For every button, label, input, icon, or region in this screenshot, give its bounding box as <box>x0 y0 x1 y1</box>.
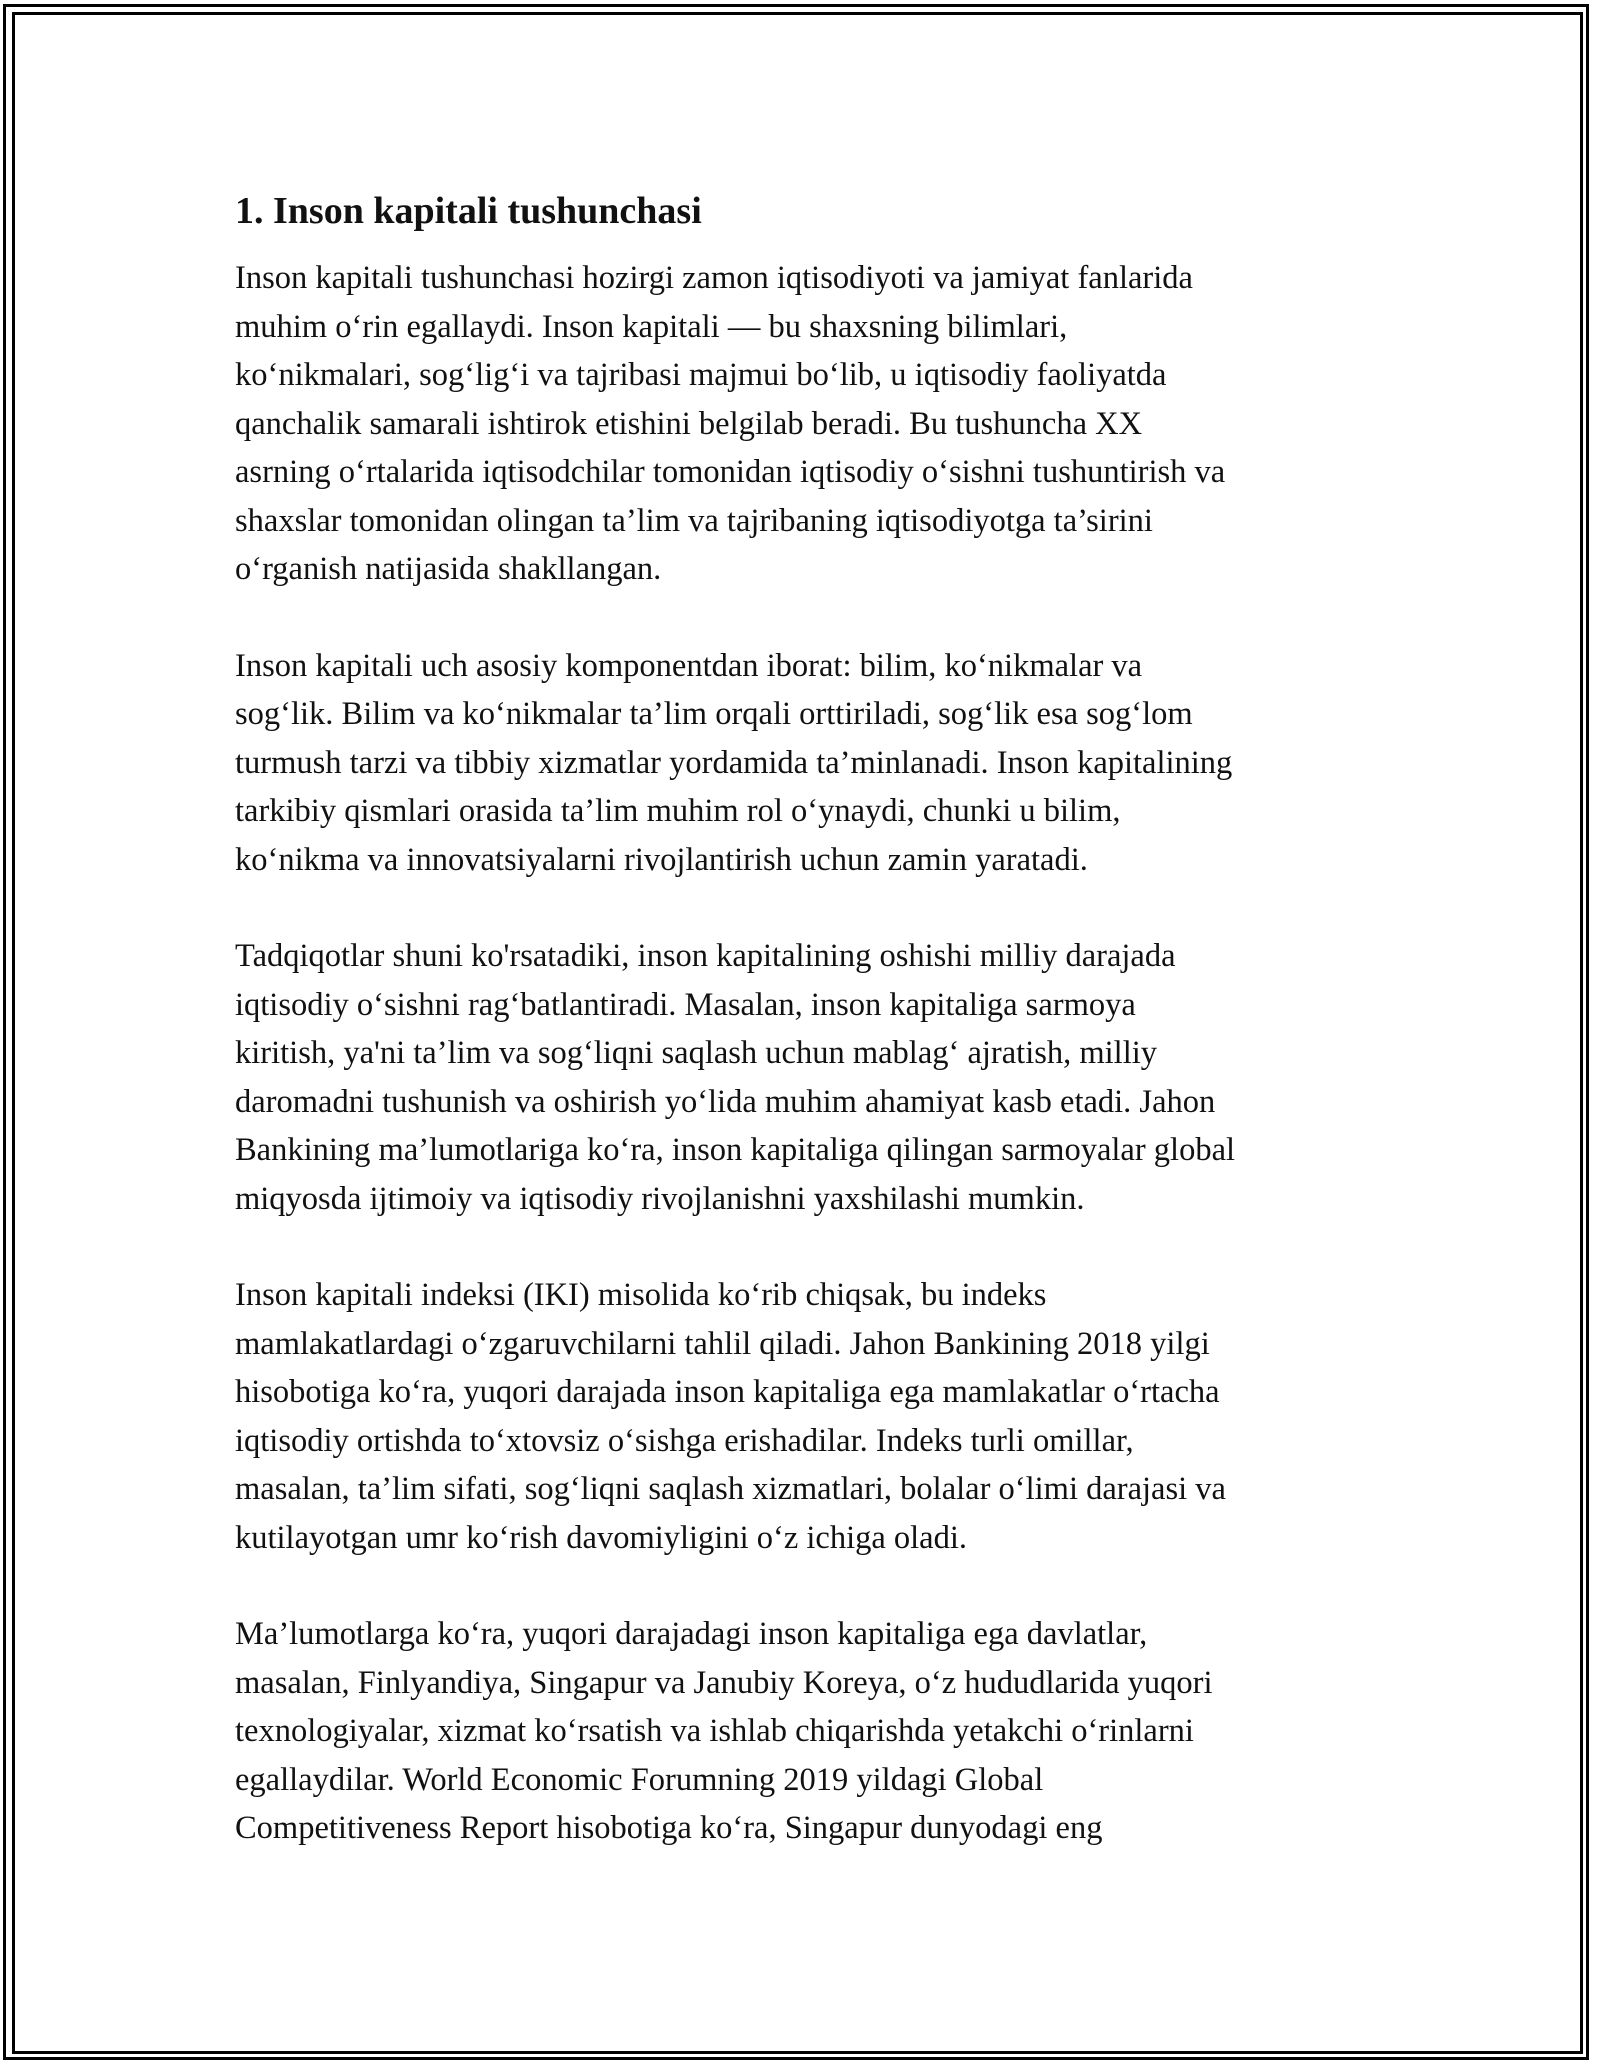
paragraph <box>235 642 1375 885</box>
text-line: miqyosda ijtimoiy va iqtisodiy rivojlanishni yaxshilashi mumkin. <box>235 1180 1085 1217</box>
text-line: kutilayotgan umr ko‘rish davomiyligini o‘z ichiga oladi. <box>235 1519 968 1556</box>
text-line: Inson kapitali uch asosiy komponentdan iborat: bilim, ko‘nikmalar va <box>235 647 1143 684</box>
text-line: sog‘lik. Bilim va ko‘nikmalar ta’lim orqali orttiriladi, sog‘lik esa sog‘lom <box>235 696 1193 732</box>
paragraph <box>235 1271 1375 1562</box>
paragraph <box>235 932 1375 1223</box>
text-line: ko‘nikmalari, sog‘lig‘i va tajribasi majmui bo‘lib, u iqtisodiy faoliyatda <box>235 357 1167 393</box>
text-line: Ma’lumotlarga ko‘ra, yuqori darajadagi inson kapitaliga ega davlatlar, <box>235 1616 1148 1652</box>
text-line: kiritish, ya'ni ta’lim va sog‘liqni saqlash uchun mablag‘ ajratish, milliy <box>235 1035 1158 1071</box>
paragraph <box>235 1610 1375 1853</box>
text-line: masalan, Finlyandiya, Singapur va Janubiy Koreya, o‘z hududlarida yuqori <box>235 1664 1213 1701</box>
text-line: Tadqiqotlar shuni ko'rsatadiki, inson kapitalining oshishi milliy darajada <box>235 938 1176 974</box>
text-line: Competitiveness Report hisobotiga ko‘ra, Singapur dunyodagi eng <box>235 1810 1103 1846</box>
text-line: mamlakatlardagi o‘zgaruvchilarni tahlil qiladi. Jahon Bankining 2018 yilgi <box>235 1325 1210 1362</box>
text-line: turmush tarzi va tibbiy xizmatlar yordamida ta’minlanadi. Inson kapitalining <box>235 744 1233 781</box>
text-line: o‘rganish natijasida shakllangan. <box>235 551 662 587</box>
text-line: qanchalik samarali ishtirok etishini belgilab beradi. Bu tushuncha XX <box>235 405 1143 442</box>
text-line: muhim o‘rin egallaydi. Inson kapitali — bu shaxsning bilimlari, <box>235 308 1068 345</box>
text-line: iqtisodiy ortishda to‘xtovsiz o‘sishga erishadilar. Indeks turli omillar, <box>235 1422 1134 1459</box>
text-line: ko‘nikma va innovatsiyalarni rivojlantirish uchun zamin yaratadi. <box>235 841 1088 878</box>
paragraph <box>235 254 1375 594</box>
text-line: hisobotiga ko‘ra, yuqori darajada inson kapitaliga ega mamlakatlar o‘rtacha <box>235 1374 1220 1410</box>
text-line: texnologiyalar, xizmat ko‘rsatish va ishlab chiqarishda yetakchi o‘rinlarni <box>235 1713 1194 1749</box>
section-heading: 1. Inson kapitali tushunchasi <box>235 190 702 232</box>
document-body <box>235 186 1375 1901</box>
text-line: Inson kapitali tushunchasi hozirgi zamon iqtisodiyoti va jamiyat fanlarida <box>235 260 1193 296</box>
text-line: egallaydilar. World Economic Forumning 2019 yildagi Global <box>235 1761 1044 1798</box>
text-line: asrning o‘rtalarida iqtisodchilar tomonidan iqtisodiy o‘sishni tushuntirish va <box>235 454 1226 490</box>
text-line: Bankining ma’lumotlariga ko‘ra, inson kapitaliga qilingan sarmoyalar global <box>235 1132 1236 1168</box>
text-line: masalan, ta’lim sifati, sog‘liqni saqlash xizmatlari, bolalar o‘limi darajasi va <box>235 1471 1226 1507</box>
text-line: shaxslar tomonidan olingan ta’lim va tajribaning iqtisodiyotga ta’sirini <box>235 502 1153 539</box>
text-line: daromadni tushunish va oshirish yo‘lida muhim ahamiyat kasb etadi. Jahon <box>235 1083 1216 1120</box>
text-line: tarkibiy qismlari orasida ta’lim muhim rol o‘ynaydi, chunki u bilim, <box>235 793 1121 829</box>
text-line: Inson kapitali indeksi (IKI) misolida ko‘rib chiqsak, bu indeks <box>235 1277 1047 1313</box>
paragraphs-container <box>235 254 1375 1853</box>
text-line: iqtisodiy o‘sishni rag‘batlantiradi. Masalan, inson kapitaliga sarmoya <box>235 986 1136 1023</box>
